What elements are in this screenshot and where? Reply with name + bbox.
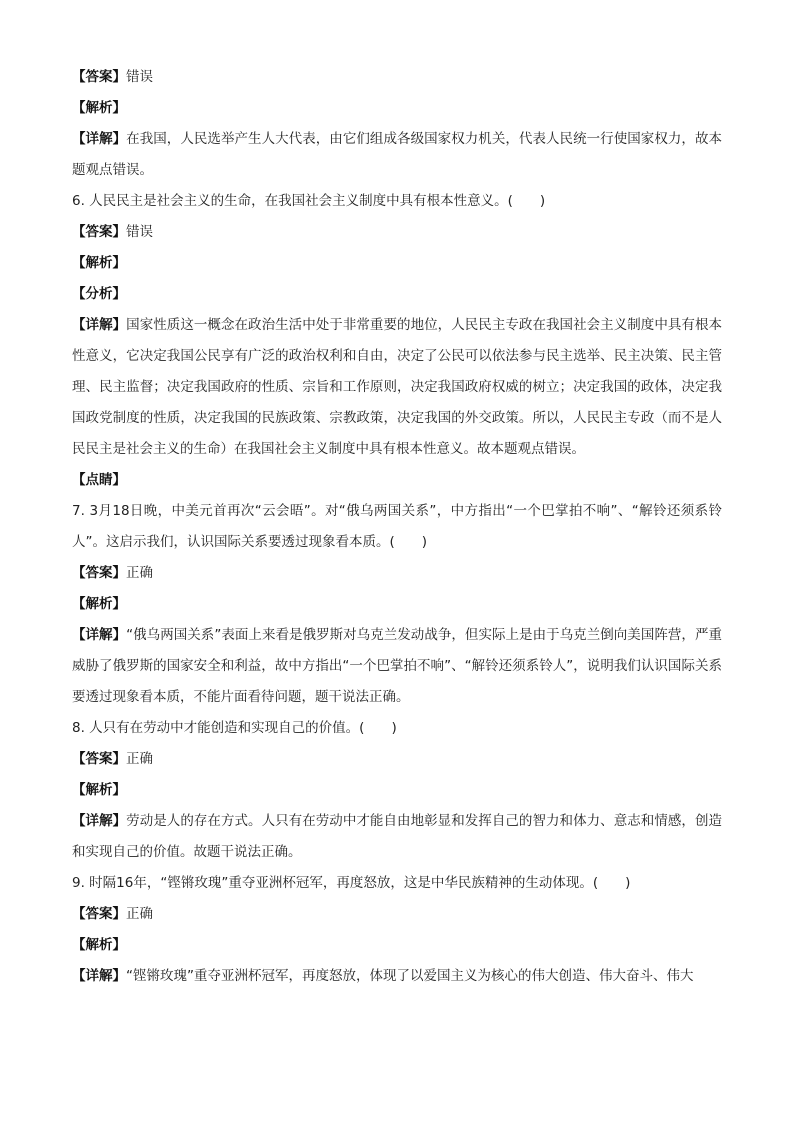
detail-text: “铿锵玫瑰”重夺亚洲杯冠军，再度怒放，体现了以爱国主义为核心的伟大创造、伟大奋斗、伟大: [126, 968, 694, 984]
analysis-tag-line: [72, 775, 722, 806]
detail-text: 劳动是人的存在方式。人只有在劳动中才能自由地彰显和发挥自己的智力和体力、意志和情感，创造和实现自己的价值。故题干说法正确。: [72, 813, 723, 860]
answer-line: [72, 62, 722, 93]
document-page: [72, 62, 722, 992]
answer-line: [72, 899, 722, 930]
analysis-tag: 【解析】: [72, 255, 126, 271]
answer-tag: 【答案】: [72, 224, 126, 240]
detail-tag: 【详解】: [72, 131, 127, 147]
question-stem: 7. 3月18日晚，中美元首再次“云会晤”。对“俄乌两国关系”，中方指出“一个巴掌拍不响”、“解铃还须系铃人”。这启示我们，认识国际关系要透过现象看本质。( ): [72, 503, 722, 550]
detail-text: 国家性质这一概念在政治生活中处于非常重要的地位，人民民主专政在我国社会主义制度中具有根本性意义，它决定我国公民享有广泛的政治权利和自由，决定了公民可以依法参与民主选举、民主决策、民主管理、民主监督；决定我国政府的性质、宗旨和工作原则，决定我国政府权威的树立；决定我国的政体，决定我国政党制度的性质，决定我国的民族政策、宗教政策，决定我国的外交政策。所以，人民民主专政（而不是人民民主是社会主义的生命）在我国社会主义制度中具有根本性意义。故本题观点错误。: [72, 317, 723, 457]
detail-paragraph: [72, 310, 722, 465]
analysis-tag: 【解析】: [72, 937, 126, 953]
question-stem: 9. 时隔16年，“铿锵玫瑰”重夺亚洲杯冠军，再度怒放，这是中华民族精神的生动体现。( ): [72, 875, 631, 891]
question-stem: 6. 人民民主是社会主义的生命，在我国社会主义制度中具有根本性意义。( ): [72, 193, 546, 209]
analysis-tag: 【解析】: [72, 782, 126, 798]
detail-paragraph: [72, 961, 722, 992]
detail-tag: 【详解】: [72, 813, 127, 829]
answer-tag: 【答案】: [72, 751, 126, 767]
answer-line: [72, 217, 722, 248]
detail-tag: 【详解】: [72, 968, 126, 984]
analysis-tag: 【解析】: [72, 596, 126, 612]
detail-text: 在我国，人民选举产生人大代表，由它们组成各级国家权力机关，代表人民统一行使国家权力，故本题观点错误。: [72, 131, 723, 178]
answer-line: [72, 744, 722, 775]
answer-value: 错误: [126, 69, 153, 85]
answer-line: [72, 558, 722, 589]
detail-paragraph: [72, 620, 722, 713]
fenxi-tag: 【分析】: [72, 286, 126, 302]
answer-tag: 【答案】: [72, 565, 126, 581]
answer-value: 正确: [126, 751, 153, 767]
detail-tag: 【详解】: [72, 627, 127, 643]
analysis-tag-line: [72, 589, 722, 620]
analysis-tag: 【解析】: [72, 100, 126, 116]
question-stem: 8. 人只有在劳动中才能创造和实现自己的价值。( ): [72, 720, 397, 736]
answer-value: 正确: [126, 906, 153, 922]
answer-tag: 【答案】: [72, 69, 126, 85]
analysis-tag-line: [72, 93, 722, 124]
dianjing-tag-line: [72, 465, 722, 496]
detail-text: “俄乌两国关系”表面上来看是俄罗斯对乌克兰发动战争，但实际上是由于乌克兰倒向美国阵营，严重威胁了俄罗斯的国家安全和利益，故中方指出“一个巴掌拍不响”、“解铃还须系铃人”，说明我们认识国际关系要透过现象看本质，不能片面看待问题，题干说法正确。: [72, 627, 722, 705]
dianjing-tag: 【点睛】: [72, 472, 126, 488]
answer-value: 错误: [126, 224, 153, 240]
detail-paragraph: [72, 806, 722, 868]
detail-tag: 【详解】: [72, 317, 127, 333]
fenxi-tag-line: [72, 279, 722, 310]
answer-tag: 【答案】: [72, 906, 126, 922]
detail-paragraph: [72, 124, 722, 186]
answer-value: 正确: [126, 565, 153, 581]
analysis-tag-line: [72, 930, 722, 961]
analysis-tag-line: [72, 248, 722, 279]
